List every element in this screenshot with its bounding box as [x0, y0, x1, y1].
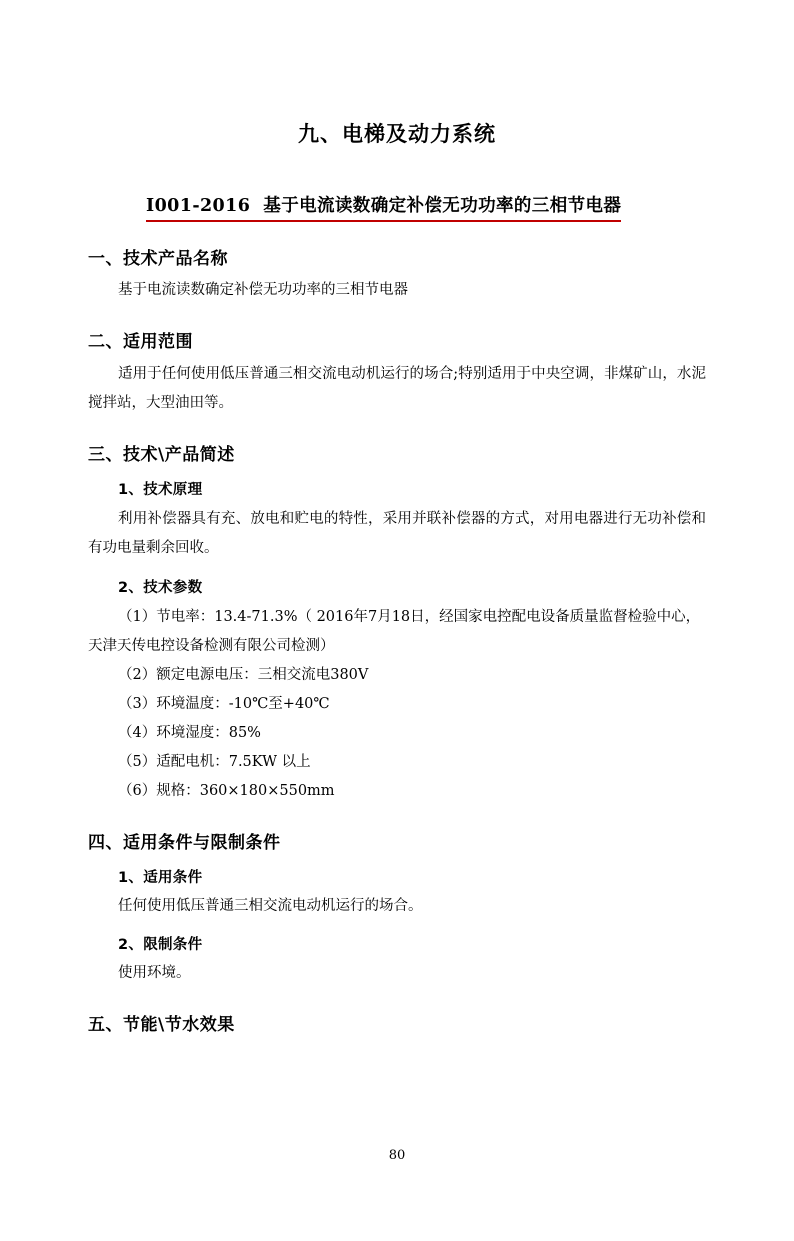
subsection-limiting-conditions-title: 2、限制条件: [118, 937, 203, 954]
document-page: [0, 118, 794, 1241]
subsection-technical-principle-title: 1、技术原理: [118, 481, 203, 498]
subsection-limiting-conditions-text: 使用环境。: [118, 965, 191, 982]
subsection-technical-parameters-title: 2、技术参数: [118, 579, 203, 596]
parameter-item-4: （4）环境湿度：85%: [118, 724, 261, 741]
section-heading-2: 二、适用范围: [88, 331, 193, 352]
section-1-paragraph: 基于电流读数确定补偿无功功率的三相节电器: [118, 282, 408, 298]
subsection-applicable-conditions-text: 任何使用低压普通三相交流电动机运行的场合。: [118, 897, 423, 914]
parameter-item-6: （6）规格：360×180×550mm: [118, 782, 335, 799]
parameter-item-1: （1）节电率：13.4-71.3%（ 2016年7月18日，经国家电控配电设备质量监督检验中心，天津天传电控设备检测有限公司检测）: [88, 608, 701, 654]
subsection-applicable-conditions-title: 1、适用条件: [118, 869, 203, 886]
section-heading-4: 四、适用条件与限制条件: [88, 832, 281, 853]
section-heading-5: 五、节能\节水效果: [88, 1014, 235, 1035]
parameter-item-5: （5）适配电机：7.5KW 以上: [118, 753, 311, 770]
section-heading-1: 一、技术产品名称: [88, 249, 228, 269]
entry-title-text: 基于电流读数确定补偿无功功率的三相节电器: [263, 196, 622, 216]
section-2-paragraph: 适用于任何使用低压普通三相交流电动机运行的场合;特别适用于中央空调，非煤矿山，水泥搅拌站，大型油田等。: [88, 365, 706, 411]
subsection-technical-principle-text: 利用补偿器具有充、放电和贮电的特性，采用并联补偿器的方式，对用电器进行无功补偿和有功电量剩余回收。: [88, 510, 706, 556]
entry-title-block: [88, 192, 706, 222]
entry-code: I001-2016: [146, 196, 251, 216]
parameter-item-3: （3）环境温度：-10℃至+40℃: [118, 695, 330, 712]
entry-title: [146, 192, 621, 222]
section-heading-3: 三、技术\产品简述: [88, 444, 235, 465]
parameter-item-2: （2）额定电源电压：三相交流电380V: [118, 666, 369, 683]
chapter-title: 九、电梯及动力系统: [298, 122, 496, 146]
page-number: 80: [388, 1148, 406, 1163]
